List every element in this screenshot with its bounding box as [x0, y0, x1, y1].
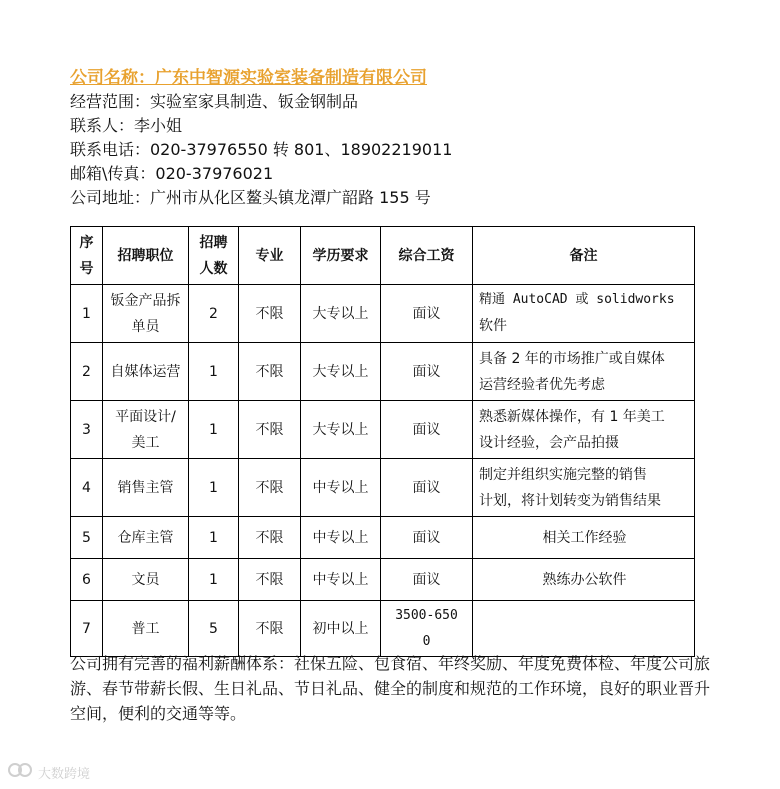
email-fax: 邮箱\传真：020-37976021: [70, 164, 274, 183]
cell-note: 精通 AutoCAD 或 solidworks 软件: [473, 285, 695, 343]
watermark-text: 大数跨境: [38, 766, 91, 782]
cell-major: 不限: [239, 559, 301, 601]
cell-note: 制定并组织实施完整的销售 计划，将计划转变为销售结果: [473, 459, 695, 517]
cell-salary: 3500-650 0: [381, 601, 473, 657]
table-row: [71, 459, 695, 517]
cell-no: 4: [71, 459, 103, 517]
cell-count: 1: [189, 459, 239, 517]
cell-no: 2: [71, 343, 103, 401]
cell-salary: 面议: [381, 285, 473, 343]
cell-no: 3: [71, 401, 103, 459]
company-name: 公司名称：广东中智源实验室装备制造有限公司: [70, 68, 427, 88]
cell-salary: 面议: [381, 559, 473, 601]
header-note: 备注: [473, 227, 695, 285]
table-row: [71, 601, 695, 657]
cell-major: 不限: [239, 459, 301, 517]
cell-education: 大专以上: [301, 401, 381, 459]
cell-salary: 面议: [381, 401, 473, 459]
cell-position: 普工: [103, 601, 189, 657]
cell-no: 5: [71, 517, 103, 559]
table-row: [71, 559, 695, 601]
table-row: [71, 285, 695, 343]
header-salary: 综合工资: [381, 227, 473, 285]
header-position: 招聘职位: [103, 227, 189, 285]
cell-position: 文员: [103, 559, 189, 601]
cell-count: 1: [189, 343, 239, 401]
table-row: [71, 343, 695, 401]
cell-note: 具备 2 年的市场推广或自媒体 运营经验者优先考虑: [473, 343, 695, 401]
cell-salary: 面议: [381, 459, 473, 517]
contact-phone: 联系电话：020-37976550 转 801、18902219011: [70, 140, 453, 159]
cell-education: 中专以上: [301, 459, 381, 517]
cell-note: [473, 601, 695, 657]
cell-education: 初中以上: [301, 601, 381, 657]
contact-person: 联系人：李小姐: [70, 116, 183, 135]
company-info: [70, 66, 720, 210]
cell-no: 7: [71, 601, 103, 657]
table-row: [71, 401, 695, 459]
cell-count: 1: [189, 517, 239, 559]
cell-major: 不限: [239, 601, 301, 657]
cell-major: 不限: [239, 401, 301, 459]
cell-note: 熟练办公软件: [473, 559, 695, 601]
cell-education: 大专以上: [301, 285, 381, 343]
cell-note: 熟悉新媒体操作，有 1 年美工 设计经验，会产品拍摄: [473, 401, 695, 459]
company-address: 公司地址：广州市从化区鳌头镇龙潭广韶路 155 号: [70, 188, 431, 207]
benefits-text: 公司拥有完善的福利薪酬体系：社保五险、包食宿、年终奖励、年度免费体检、年度公司旅游、春节带薪长假、生日礼品、节日礼品、健全的制度和规范的工作环境，良好的职业晋升空间，便利的交通等等。: [70, 654, 711, 723]
header-education: 学历要求: [301, 227, 381, 285]
watermark-logo-icon: [8, 762, 34, 782]
job-table: [70, 226, 695, 657]
cell-no: 6: [71, 559, 103, 601]
cell-position: 钣金产品拆 单员: [103, 285, 189, 343]
header-major: 专业: [239, 227, 301, 285]
watermark: [8, 762, 90, 782]
cell-position: 自媒体运营: [103, 343, 189, 401]
cell-count: 1: [189, 401, 239, 459]
cell-salary: 面议: [381, 343, 473, 401]
header-count: 招聘 人数: [189, 227, 239, 285]
header-no: 序 号: [71, 227, 103, 285]
cell-education: 中专以上: [301, 517, 381, 559]
cell-salary: 面议: [381, 517, 473, 559]
business-scope: 经营范围：实验室家具制造、钣金钢制品: [70, 92, 359, 111]
cell-major: 不限: [239, 285, 301, 343]
cell-position: 平面设计/ 美工: [103, 401, 189, 459]
cell-position: 仓库主管: [103, 517, 189, 559]
cell-no: 1: [71, 285, 103, 343]
table-row: [71, 517, 695, 559]
cell-note: 相关工作经验: [473, 517, 695, 559]
cell-education: 大专以上: [301, 343, 381, 401]
cell-count: 1: [189, 559, 239, 601]
cell-major: 不限: [239, 343, 301, 401]
cell-education: 中专以上: [301, 559, 381, 601]
cell-major: 不限: [239, 517, 301, 559]
cell-count: 5: [189, 601, 239, 657]
cell-count: 2: [189, 285, 239, 343]
table-header-row: [71, 227, 695, 285]
cell-position: 销售主管: [103, 459, 189, 517]
